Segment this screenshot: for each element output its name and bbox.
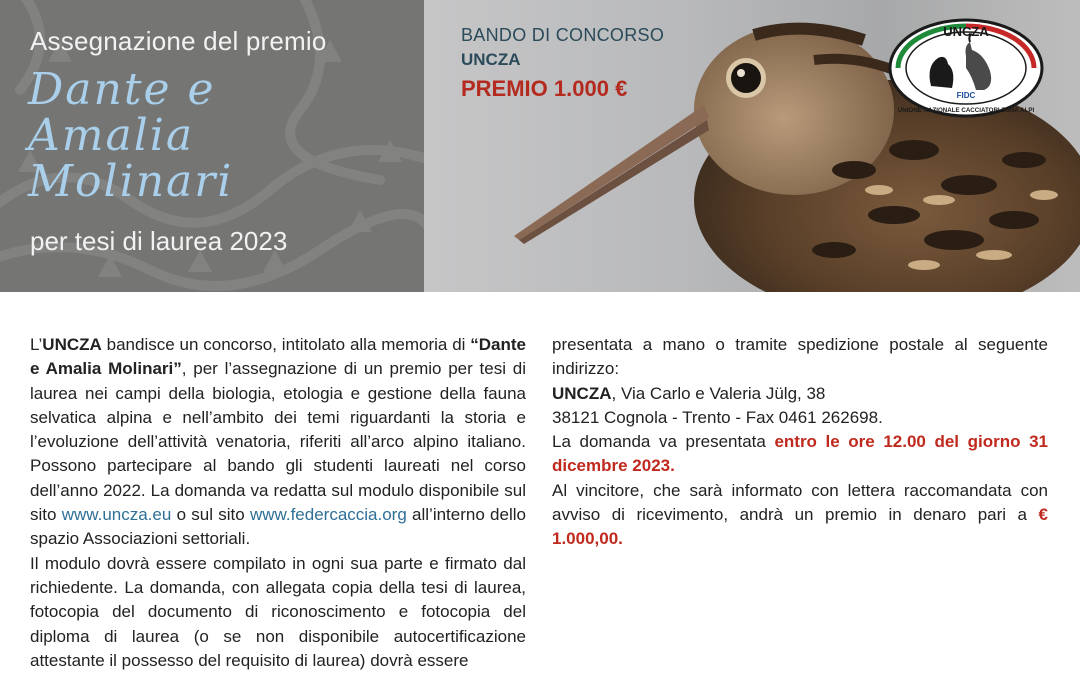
uncza-link[interactable]: www.uncza.eu	[61, 505, 172, 525]
org-name: UNCZA	[42, 335, 102, 354]
text-span: Il modulo dovrà essere compilato in ogni sua parte e firmato dal richiedente. La domanda, con allegata copia della tesi di laurea, fotocopia del documento di riconoscimento e fotocopia del diploma di laurea (o se non disponibile autocertificazione attestante il possesso del requisito di laurea) dovrà essere	[30, 553, 526, 670]
text-span: , per l’assegnazione di un premio per tesi di laurea nei campi della biologia, etologia e gestione della fauna selvatica alpina e nell’ambito dei temi riguardanti la storia e l’evoluzione dell’attività venatoria, riferiti all’arco alpino italiano. Possono partecipare al bando gli studenti laureati nel corso dell’anno 2022. La domanda va redatta sul modulo disponibile sul sito	[30, 359, 527, 525]
intro-paragraph	[30, 333, 526, 552]
body-column-left	[30, 333, 526, 673]
title-line-2: per tesi di laurea 2023	[30, 226, 288, 256]
deadline-paragraph	[552, 430, 1048, 479]
text-span: La domanda va presentata	[552, 432, 775, 452]
svg-text:FIDC: FIDC	[956, 91, 976, 100]
text-span: L’	[30, 335, 43, 354]
script-name-line-3: Molinari	[28, 156, 234, 207]
prize-value: € 1.000,00.	[552, 505, 1048, 549]
org-name: UNCZA	[552, 383, 612, 403]
text-span: all’interno dello spazio Associazioni settoriali.	[30, 505, 526, 549]
org-label: UNCZA	[461, 50, 521, 69]
deadline-date: entro le ore 12.00 del giorno 31 dicembre 2023.	[552, 432, 1048, 476]
address-line-2	[552, 406, 1048, 430]
text-span: bandisce un concorso, intitolato alla memoria di	[101, 335, 471, 354]
uncza-logo	[886, 16, 1046, 120]
title-panel	[0, 0, 424, 292]
prize-amount: PREMIO 1.000 €	[461, 76, 628, 101]
script-name-line-2: Amalia	[28, 110, 195, 161]
bando-label: BANDO DI CONCORSO	[461, 25, 665, 45]
federcaccia-link[interactable]: www.federcaccia.org	[249, 505, 407, 525]
svg-text:UNIONE NAZIONALE CACCIATORI ZO: UNIONE NAZIONALE CACCIATORI ZONA ALPI	[897, 107, 1035, 114]
street-address: , Via Carlo e Valeria Jülg, 38	[611, 383, 826, 403]
text-span: presentata a mano o tramite spedizione postale al seguente indirizzo:	[552, 335, 1048, 379]
prize-name: “Dante e Amalia Molinari”	[30, 335, 526, 379]
title-line-1: Assegnazione del premio	[30, 26, 327, 56]
city-address: 38121 Cognola - Trento - Fax 0461 262698.	[552, 407, 883, 427]
form-paragraph-continued	[552, 333, 1048, 382]
script-name-line-1: Dante e	[28, 64, 216, 115]
text-span: Al vincitore, che sarà informato con lettera raccomandata con avviso di ricevimento, andrà un premio in denaro pari a	[552, 480, 1048, 525]
body-column-right	[552, 333, 1048, 552]
header-banner	[0, 0, 1080, 292]
svg-text:UNCZA: UNCZA	[943, 24, 989, 39]
form-paragraph	[30, 552, 526, 673]
address-line-1	[552, 382, 1048, 406]
winner-paragraph	[552, 479, 1048, 552]
text-span: o sul sito	[171, 505, 250, 525]
